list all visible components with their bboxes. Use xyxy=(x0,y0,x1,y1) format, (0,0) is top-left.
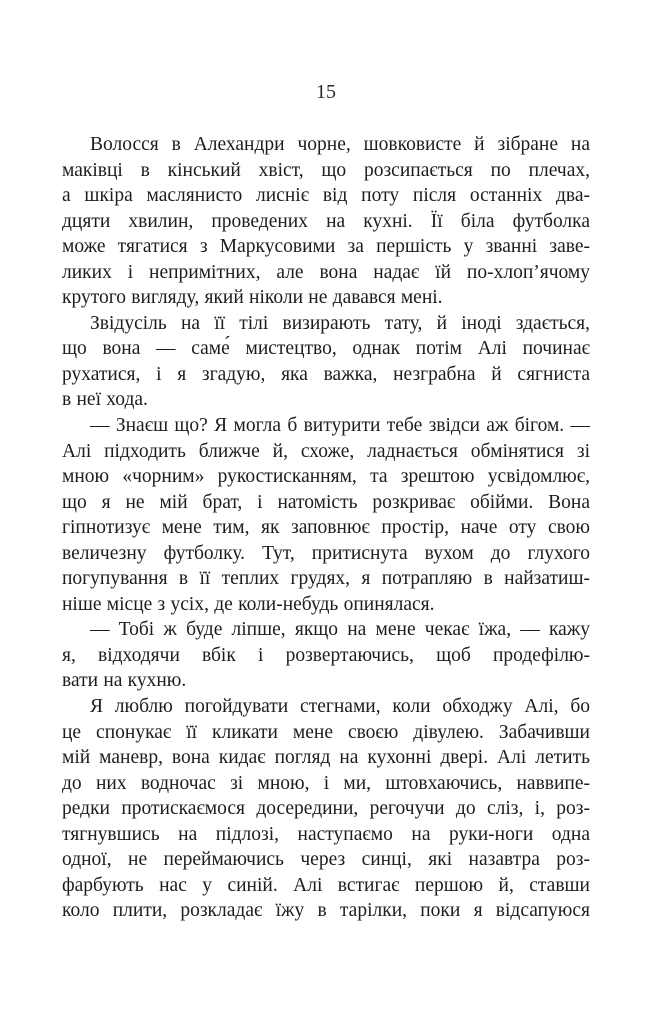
paragraph xyxy=(62,617,590,694)
text-line: ликих і непримітних, але вона надає їй по-хлоп’ячому xyxy=(62,261,590,283)
text-line: крутого вигляду, який ніколи не давався мені. xyxy=(62,287,443,309)
text-line: може тягатися з Маркусовими за першість у званні заве- xyxy=(62,236,590,258)
text-line: до них водночас зі мною, і ми, штовхаючись, наввипе- xyxy=(62,772,590,794)
text-line: Волосся в Алехандри чорне, шовковисте й зібране на xyxy=(90,134,590,155)
text-line: це спонукає її кликати мене своєю дівулею. Забачивши xyxy=(62,721,590,743)
paragraph xyxy=(62,132,590,311)
text-line: тягнувшись на підлозі, наступаємо на руки-ноги одна xyxy=(62,823,590,845)
text-line: Звідусіль на її тілі визирають тату, й іноді здається, xyxy=(90,312,590,334)
text-line: мною «чорним» рукостисканням, та зрештою усвідомлює, xyxy=(62,466,590,488)
paragraph xyxy=(62,311,590,413)
text-line: коло плити, розкладає їжу в тарілки, поки я відсапуюся xyxy=(62,900,590,922)
text-line: фарбують нас у синій. Алі встигає першою й, ставши xyxy=(62,874,590,896)
text-line: — Знаєш що? Я могла б витурити тебе звідси аж бігом. — xyxy=(90,415,590,437)
text-line: вати на кухню. xyxy=(62,670,187,692)
text-line: я, відходячи вбік і розвертаючись, щоб продефілю- xyxy=(62,644,590,666)
text-line: дцяти хвилин, проведених на кухні. Її біла футболка xyxy=(62,210,590,232)
text-line: що я не мій брат, і натомість розкриває обійми. Вона xyxy=(62,491,590,513)
text-line: ніше місце з усіх, де коли-небудь опинялася. xyxy=(62,593,435,615)
text-line: величезну футболку. Тут, притиснута вухом до глухого xyxy=(62,542,590,564)
text-block xyxy=(62,132,590,924)
text-line: що вона — саме́ мистецтво, однак потім Алі починає xyxy=(62,338,590,360)
text-line: погупування в її теплих грудях, я потрапляю в найзатиш- xyxy=(62,568,590,590)
text-line: Я люблю погойдувати стегнами, коли обходжу Алі, бо xyxy=(90,696,590,718)
paragraph xyxy=(62,694,590,924)
text-line: мій маневр, вона кидає погляд на кухонні двері. Алі летить xyxy=(62,747,590,769)
text-line: гіпнотизує мене тим, як заповнює простір, наче оту свою xyxy=(62,517,590,539)
text-line: а шкіра маслянисто лисніє від поту після останніх два- xyxy=(62,185,590,207)
text-line: редки протискаємося досередини, регочучи до сліз, і, роз- xyxy=(62,798,590,820)
text-line: одної, не переймаючись через синці, які назавтра роз- xyxy=(62,849,590,871)
text-line: — Тобі ж буде ліпше, якщо на мене чекає їжа, — кажу xyxy=(90,619,590,641)
page-number: 15 xyxy=(316,81,336,103)
paragraph xyxy=(62,413,590,617)
text-line: рухатися, і я згадую, яка важка, незграбна й сягниста xyxy=(62,363,590,385)
text-line: Алі підходить ближче й, схоже, ладнається обмінятися зі xyxy=(62,440,590,462)
text-line: маківці в кінський хвіст, що розсипається по плечах, xyxy=(62,159,590,181)
text-line: в неї хода. xyxy=(62,389,148,411)
